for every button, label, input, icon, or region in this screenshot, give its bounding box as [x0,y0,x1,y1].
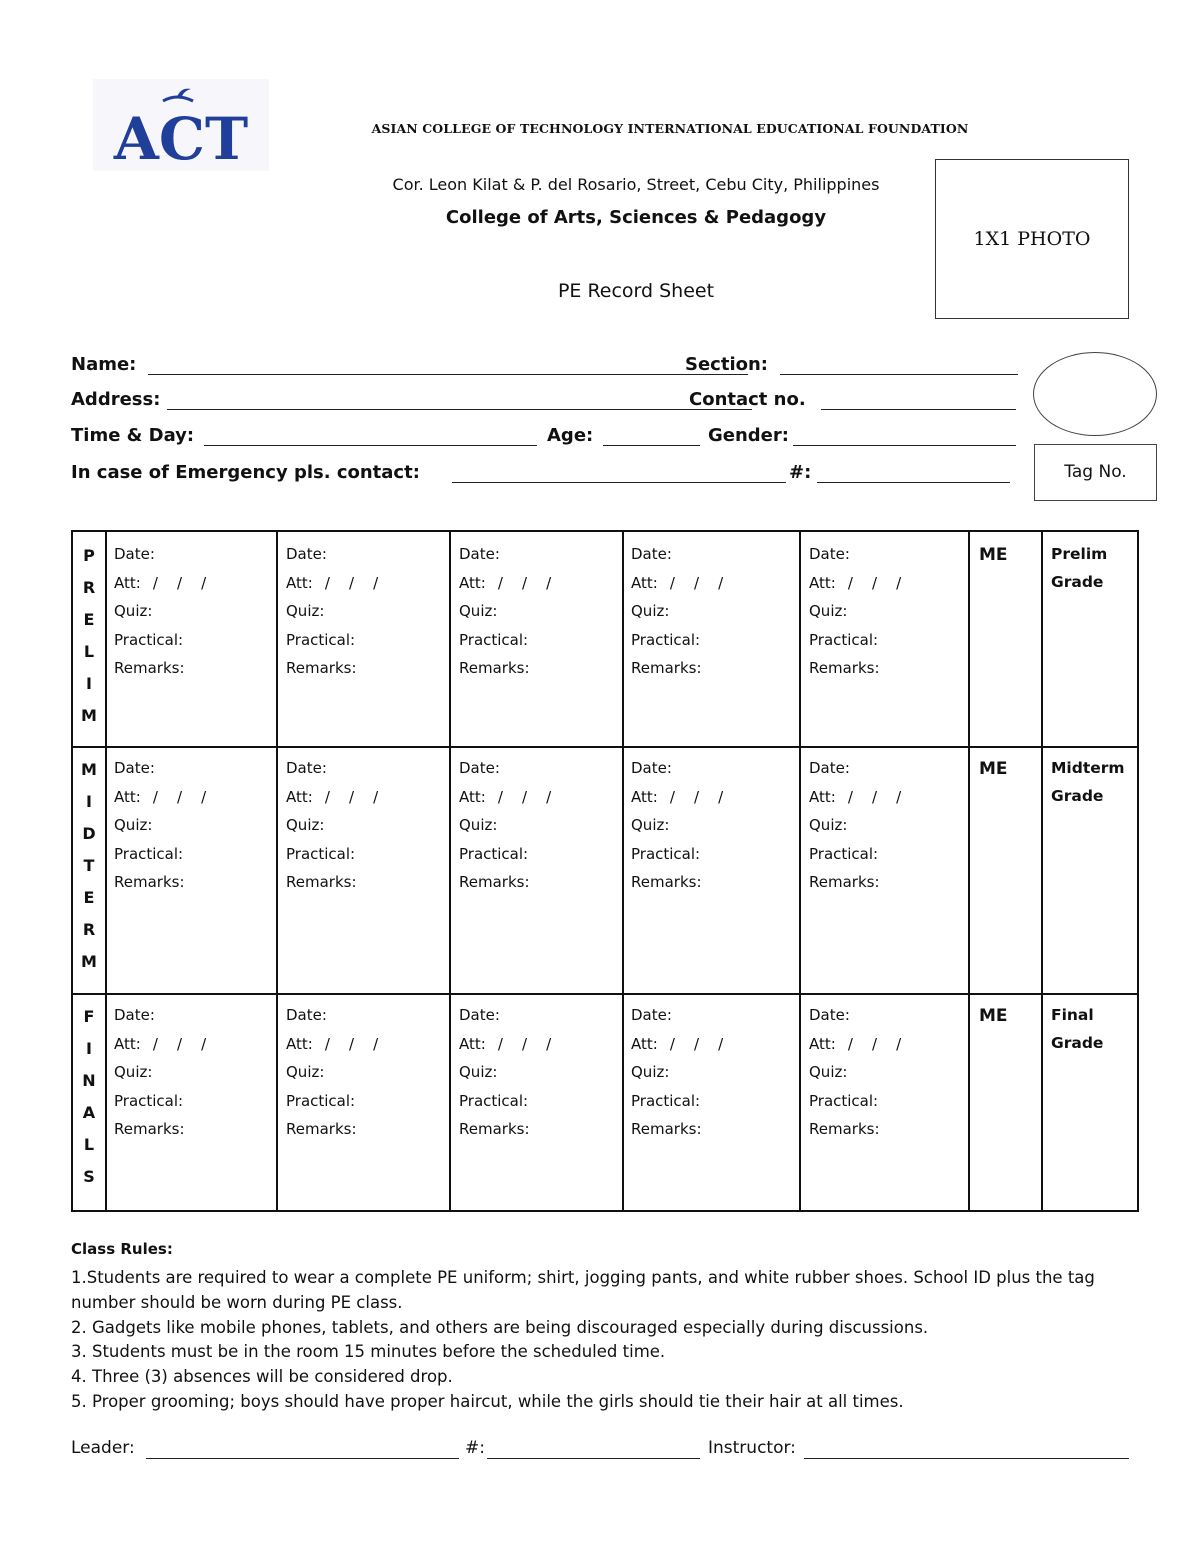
act-logo [93,79,269,171]
term-letter: I [86,1039,92,1058]
cell-practical-label: Practical: [114,1091,184,1110]
cell-practical-line [809,1087,901,1116]
cell-practical-label: Practical: [459,630,529,649]
cell-practical-line [631,840,723,869]
page-title: PE Record Sheet [557,280,715,302]
cell-quiz-line [114,597,206,626]
table-column-divider [276,532,278,1210]
att-date-slashes: / / / [669,1034,724,1053]
contact-field[interactable] [821,409,1016,410]
cell-date-line [631,1001,723,1030]
oval-box [1033,352,1157,436]
cell-att-line [459,783,551,812]
cell-remarks-label: Remarks: [459,659,530,677]
cell-quiz-line [286,811,378,840]
term-letter: M [81,952,97,971]
rule-item: 1.Students are required to wear a complete PE uniform; shirt, jogging pants, and white rubber shoes. School ID plus the tag number should be worn during PE class. [71,1268,1095,1312]
cell-practical-label: Practical: [809,630,879,649]
term-letter: L [83,1135,95,1154]
cell-practical-line [114,840,206,869]
cell-att-label: Att: [809,573,836,592]
grade-label-line: Prelim [1051,545,1108,563]
table-row-divider [73,746,1137,748]
time-day-label: Time & Day: [71,425,195,446]
cell-remarks-line [286,868,378,897]
cell-att-line [809,1030,901,1059]
cell-date-label: Date: [286,759,327,777]
cell-date-label: Date: [114,1006,155,1024]
cell-date-label: Date: [114,545,155,563]
cell-practical-label: Practical: [114,630,184,649]
cell-att-line [459,1030,551,1059]
cell-quiz-line [114,811,206,840]
cell-practical-line [459,626,551,655]
att-date-slashes: / / / [497,787,552,806]
cell-date-label: Date: [631,545,672,563]
section-label: Section: [685,354,768,375]
name-field[interactable] [148,374,748,375]
term-letter: S [83,1167,95,1186]
cell-remarks-line [459,654,551,683]
term-letter: E [83,610,95,629]
rules-title: Class Rules: [71,1240,173,1258]
cell-att-label: Att: [809,1034,836,1053]
leader-number-field[interactable] [487,1458,700,1459]
cell-practical-label: Practical: [809,1091,879,1110]
cell-remarks-label: Remarks: [809,873,880,891]
att-date-slashes: / / / [847,1034,902,1053]
address-label: Address: [71,389,161,410]
session-cell[interactable] [114,754,206,897]
term-grade-label [1051,540,1107,596]
session-cell[interactable] [631,1001,723,1144]
cell-practical-line [114,1087,206,1116]
cell-att-label: Att: [631,1034,658,1053]
me-label: ME [979,545,1008,565]
cell-quiz-label: Quiz: [114,816,153,834]
table-column-divider [105,532,107,1210]
att-date-slashes: / / / [324,787,379,806]
grade-table [71,530,1139,1212]
table-column-divider [449,532,451,1210]
session-cell[interactable] [809,754,901,897]
instructor-label: Instructor: [708,1438,796,1458]
cell-att-label: Att: [459,573,486,592]
cell-att-line [809,783,901,812]
cell-att-line [631,783,723,812]
cell-remarks-label: Remarks: [459,873,530,891]
cell-date-label: Date: [286,1006,327,1024]
att-date-slashes: / / / [847,787,902,806]
term-letters [73,1001,105,1193]
cell-practical-label: Practical: [286,1091,356,1110]
cell-quiz-label: Quiz: [809,602,848,620]
age-field[interactable] [603,445,700,446]
age-label: Age: [547,425,594,446]
photo-label: 1X1 PHOTO [973,228,1091,250]
institution-name: ASIAN COLLEGE OF TECHNOLOGY INTERNATIONAL EDUCATIONAL FOUNDATION [371,121,969,136]
cell-att-line [631,1030,723,1059]
term-letter: L [83,642,95,661]
session-cell[interactable] [631,754,723,897]
cell-date-label: Date: [631,759,672,777]
cell-practical-line [286,1087,378,1116]
cell-remarks-line [809,868,901,897]
session-cell[interactable] [631,540,723,683]
grade-label-line: Grade [1051,1034,1104,1052]
cell-remarks-label: Remarks: [809,1120,880,1138]
rule-item: 3. Students must be in the room 15 minutes before the scheduled time. [71,1342,666,1362]
term-letters [73,540,105,732]
table-column-divider [799,532,801,1210]
cell-quiz-line [114,1058,206,1087]
cell-date-line [114,754,206,783]
cell-date-line [631,540,723,569]
cell-practical-label: Practical: [809,844,879,863]
grade-label-line: Grade [1051,573,1104,591]
cell-quiz-label: Quiz: [286,602,325,620]
cell-quiz-line [286,1058,378,1087]
cell-quiz-label: Quiz: [114,1063,153,1081]
grade-label-line: Midterm [1051,759,1125,777]
cell-att-label: Att: [114,1034,141,1053]
cell-quiz-label: Quiz: [459,602,498,620]
cell-remarks-line [459,1115,551,1144]
cell-quiz-line [459,811,551,840]
term-letter: N [82,1071,96,1090]
rule-item: 2. Gadgets like mobile phones, tablets, and others are being discouraged especially during discussions. [71,1317,929,1337]
cell-remarks-label: Remarks: [286,873,357,891]
cell-date-line [114,1001,206,1030]
cell-att-label: Att: [286,573,313,592]
name-label: Name: [71,354,137,375]
cell-quiz-label: Quiz: [459,1063,498,1081]
cell-practical-line [809,840,901,869]
term-letter: R [82,920,96,939]
cell-remarks-line [459,868,551,897]
cell-quiz-line [631,811,723,840]
emergency-number-field[interactable] [817,482,1010,483]
tag-label: Tag No. [1064,462,1127,482]
cell-quiz-label: Quiz: [631,1063,670,1081]
table-column-divider [1041,532,1043,1210]
cell-practical-line [459,1087,551,1116]
cell-date-label: Date: [631,1006,672,1024]
cell-practical-label: Practical: [459,844,529,863]
me-label: ME [979,759,1008,779]
term-letter: I [86,792,92,811]
table-column-divider [968,532,970,1210]
address-field[interactable] [167,409,752,410]
cell-remarks-label: Remarks: [114,873,185,891]
cell-practical-line [286,840,378,869]
session-cell[interactable] [114,1001,206,1144]
cell-att-line [286,1030,378,1059]
cell-date-label: Date: [114,759,155,777]
cell-practical-label: Practical: [286,630,356,649]
cell-quiz-line [459,597,551,626]
att-date-slashes: / / / [324,573,379,592]
cell-remarks-label: Remarks: [286,659,357,677]
time-day-field[interactable] [204,445,537,446]
cell-date-line [286,1001,378,1030]
grade-label-line: Final [1051,1006,1094,1024]
college-name: College of Arts, Sciences & Pedagogy [445,207,827,228]
institution-address: Cor. Leon Kilat & P. del Rosario, Street, Cebu City, Philippines [392,175,880,194]
term-letter: A [82,1103,96,1122]
cell-practical-label: Practical: [459,1091,529,1110]
tag-box [1034,444,1157,501]
cell-remarks-label: Remarks: [286,1120,357,1138]
cell-quiz-line [809,811,901,840]
term-letter: I [86,674,92,693]
cell-date-line [286,540,378,569]
cell-remarks-label: Remarks: [631,873,702,891]
att-date-slashes: / / / [497,573,552,592]
session-cell[interactable] [459,540,551,683]
cell-quiz-label: Quiz: [286,1063,325,1081]
cell-remarks-label: Remarks: [809,659,880,677]
term-letter: E [83,888,95,907]
logo-text: ACT [113,105,249,171]
leader-label: Leader: [71,1438,135,1458]
leader-number-label: #: [465,1438,485,1458]
att-date-slashes: / / / [669,573,724,592]
cell-quiz-line [809,597,901,626]
cell-date-label: Date: [809,1006,850,1024]
cell-practical-label: Practical: [114,844,184,863]
rules-list [71,1266,1131,1415]
cell-practical-label: Practical: [631,630,701,649]
att-date-slashes: / / / [152,573,207,592]
emergency-number-label: #: [789,462,812,483]
cell-quiz-label: Quiz: [631,816,670,834]
cell-date-label: Date: [459,1006,500,1024]
cell-date-line [459,1001,551,1030]
session-cell[interactable] [809,1001,901,1144]
cell-quiz-label: Quiz: [631,602,670,620]
cell-att-label: Att: [459,787,486,806]
cell-practical-line [286,626,378,655]
cell-date-line [459,754,551,783]
cell-date-label: Date: [809,545,850,563]
table-row-divider [73,993,1137,995]
cell-date-line [286,754,378,783]
cell-practical-line [631,1087,723,1116]
cell-date-line [631,754,723,783]
cell-quiz-line [286,597,378,626]
cell-date-line [114,540,206,569]
cell-practical-line [809,626,901,655]
rule-item: 5. Proper grooming; boys should have proper haircut, while the girls should tie their hair at all times. [71,1391,904,1411]
session-cell[interactable] [114,540,206,683]
cell-date-line [809,1001,901,1030]
cell-practical-line [459,840,551,869]
cell-remarks-line [631,1115,723,1144]
cell-remarks-label: Remarks: [631,1120,702,1138]
cell-quiz-line [809,1058,901,1087]
cell-remarks-line [809,654,901,683]
cell-quiz-label: Quiz: [809,816,848,834]
rule-item: 4. Three (3) absences will be considered drop. [71,1367,453,1387]
instructor-field[interactable] [804,1458,1129,1459]
att-date-slashes: / / / [324,1034,379,1053]
cell-remarks-line [631,868,723,897]
term-letter: D [82,824,96,843]
term-letter: M [81,760,97,779]
cell-date-label: Date: [286,545,327,563]
cell-att-label: Att: [809,787,836,806]
session-cell[interactable] [286,1001,378,1144]
cell-remarks-label: Remarks: [631,659,702,677]
cell-date-label: Date: [459,545,500,563]
cell-att-line [114,1030,206,1059]
cell-remarks-line [114,654,206,683]
cell-remarks-label: Remarks: [459,1120,530,1138]
cell-remarks-line [631,654,723,683]
session-cell[interactable] [459,1001,551,1144]
term-letter: R [82,578,96,597]
cell-quiz-line [631,597,723,626]
cell-quiz-label: Quiz: [286,816,325,834]
cell-remarks-label: Remarks: [114,659,185,677]
cell-quiz-label: Quiz: [459,816,498,834]
att-date-slashes: / / / [669,787,724,806]
gender-field[interactable] [793,445,1016,446]
emergency-label: In case of Emergency pls. contact: [71,462,420,483]
att-date-slashes: / / / [152,787,207,806]
cell-remarks-line [114,868,206,897]
cell-att-label: Att: [286,1034,313,1053]
cell-quiz-line [631,1058,723,1087]
cell-practical-label: Practical: [286,844,356,863]
section-field[interactable] [780,374,1018,375]
cell-date-label: Date: [809,759,850,777]
photo-box [935,159,1129,319]
grade-label-line: Grade [1051,787,1104,805]
cell-att-line [631,569,723,598]
cell-remarks-label: Remarks: [114,1120,185,1138]
cell-remarks-line [114,1115,206,1144]
me-label: ME [979,1006,1008,1026]
session-cell[interactable] [286,540,378,683]
cell-att-line [114,783,206,812]
cell-att-line [286,783,378,812]
cell-quiz-line [459,1058,551,1087]
leader-field[interactable] [146,1458,459,1459]
term-letters [73,754,105,978]
cell-date-line [459,540,551,569]
cell-remarks-line [286,1115,378,1144]
cell-date-line [809,754,901,783]
cell-date-line [809,540,901,569]
cell-att-label: Att: [114,787,141,806]
cell-att-label: Att: [286,787,313,806]
cell-att-line [459,569,551,598]
cell-practical-label: Practical: [631,1091,701,1110]
att-date-slashes: / / / [152,1034,207,1053]
term-grade-label [1051,754,1125,810]
cell-att-line [114,569,206,598]
cell-att-label: Att: [631,573,658,592]
cell-practical-line [631,626,723,655]
att-date-slashes: / / / [497,1034,552,1053]
gender-label: Gender: [708,425,789,446]
term-letter: F [83,1007,95,1026]
term-letter: M [81,706,97,725]
cell-remarks-line [286,654,378,683]
cell-att-label: Att: [459,1034,486,1053]
session-cell[interactable] [809,540,901,683]
emergency-field[interactable] [452,482,786,483]
cell-att-label: Att: [114,573,141,592]
session-cell[interactable] [286,754,378,897]
contact-label: Contact no. [689,389,806,410]
table-column-divider [622,532,624,1210]
att-date-slashes: / / / [847,573,902,592]
cell-att-line [286,569,378,598]
term-grade-label [1051,1001,1103,1057]
cell-quiz-label: Quiz: [114,602,153,620]
cell-remarks-line [809,1115,901,1144]
cell-quiz-label: Quiz: [809,1063,848,1081]
term-letter: T [83,856,95,875]
cell-att-label: Att: [631,787,658,806]
cell-att-line [809,569,901,598]
session-cell[interactable] [459,754,551,897]
cell-date-label: Date: [459,759,500,777]
cell-practical-line [114,626,206,655]
cell-practical-label: Practical: [631,844,701,863]
term-letter: P [83,546,95,565]
